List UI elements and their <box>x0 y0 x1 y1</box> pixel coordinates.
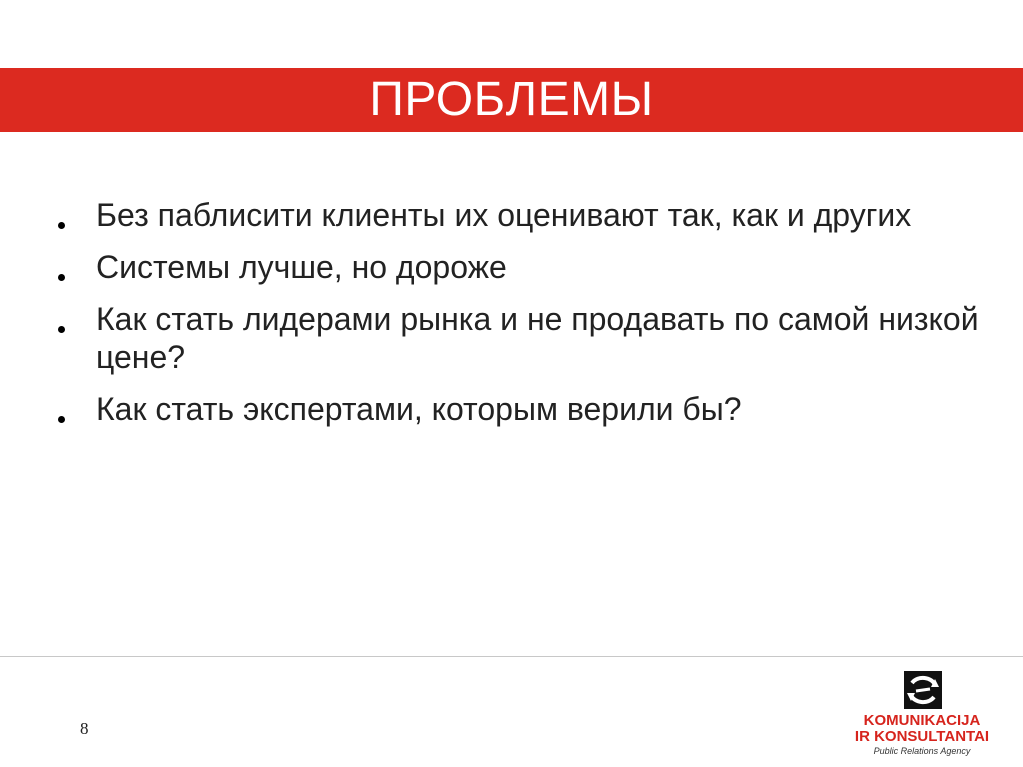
bullet-dot-icon <box>58 326 65 333</box>
bullet-item <box>52 300 992 376</box>
bullet-dot-icon <box>58 274 65 281</box>
page-number: 8 <box>80 719 89 738</box>
bullet-item <box>52 196 992 234</box>
bullet-text: Как стать экспертами, которым верили бы? <box>96 391 742 427</box>
bullet-dot-icon <box>58 222 65 229</box>
footer-divider <box>0 656 1023 657</box>
logo-text-line1: KOMUNIKACIJA <box>863 712 981 729</box>
logo-text-line2: IR KONSULTANTAI <box>854 728 990 745</box>
bullet-list <box>52 196 992 442</box>
swirl-logo-icon <box>904 671 942 709</box>
bullet-text: Системы лучше, но дороже <box>96 249 507 285</box>
company-logo <box>832 669 1012 761</box>
logo-tagline: Public Relations Agency <box>873 746 971 756</box>
bullet-item <box>52 390 992 428</box>
bullet-item <box>52 248 992 286</box>
slide-title: ПРОБЛЕМЫ <box>369 73 654 126</box>
bullet-text: Без паблисити клиенты их оценивают так, как и других <box>96 197 912 233</box>
bullet-dot-icon <box>58 416 65 423</box>
bullet-text: Как стать лидерами рынка и не продавать по самой низкой цене? <box>96 301 979 375</box>
